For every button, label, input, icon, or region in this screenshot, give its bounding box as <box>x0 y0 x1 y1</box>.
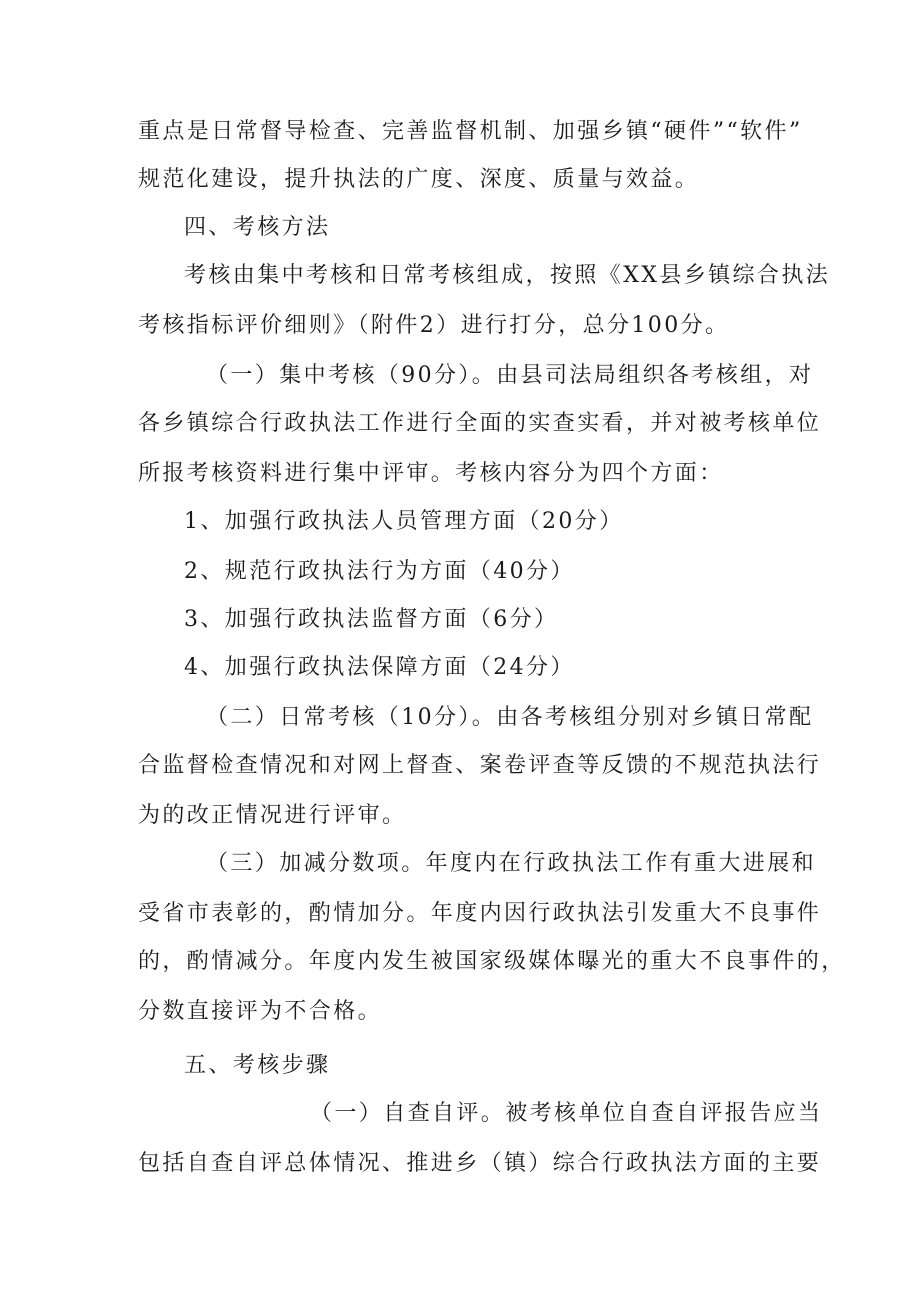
paragraph-line: 考核由集中考核和日常考核组成，按照《XX县乡镇综合执法 <box>184 263 831 288</box>
paragraph-line: 各乡镇综合行政执法工作进行全面的实查实看，并对被考核单位 <box>138 411 822 436</box>
list-item: 3、加强行政执法监督方面（6分） <box>184 607 559 632</box>
paragraph-line: 的，酌情减分。年度内发生被国家级媒体曝光的重大不良事件的， <box>138 949 846 974</box>
list-item: 1、加强行政执法人员管理方面（20分） <box>184 509 624 534</box>
paragraph-line: 为的改正情况进行评审。 <box>138 803 407 828</box>
list-item: 2、规范行政执法行为方面（40分） <box>184 559 575 584</box>
paragraph-line: 规范化建设，提升执法的广度、深度、质量与效益。 <box>138 167 700 192</box>
paragraph-line: （一）自查自评。被考核单位自查自评报告应当 <box>310 1101 823 1126</box>
paragraph-line: （一）集中考核（90分）。由县司法局组织各考核组，对 <box>206 363 814 388</box>
paragraph-line: 包括自查自评总体情况、推进乡（镇）综合行政执法方面的主要 <box>138 1151 822 1176</box>
paragraph-line: 重点是日常督导检查、完善监督机制、加强乡镇“硬件”“软件” <box>138 119 803 144</box>
paragraph-line: 分数直接评为不合格。 <box>138 999 383 1024</box>
paragraph-line: 合监督检查情况和对网上督查、案卷评查等反馈的不规范执法行 <box>138 753 822 778</box>
paragraph-line: （三）加减分数项。年度内在行政执法工作有重大进展和 <box>206 851 817 876</box>
section-heading: 五、考核步骤 <box>184 1053 331 1078</box>
section-heading: 四、考核方法 <box>184 215 331 240</box>
list-item: 4、加强行政执法保障方面（24分） <box>184 655 575 680</box>
paragraph-line: 所报考核资料进行集中评审。考核内容分为四个方面： <box>138 461 724 486</box>
paragraph-line: 考核指标评价细则》（附件2）进行打分，总分100分。 <box>138 313 730 338</box>
paragraph-line: 受省市表彰的，酌情加分。年度内因行政执法引发重大不良事件 <box>138 901 822 926</box>
paragraph-line: （二）日常考核（10分）。由各考核组分别对乡镇日常配 <box>206 705 814 730</box>
